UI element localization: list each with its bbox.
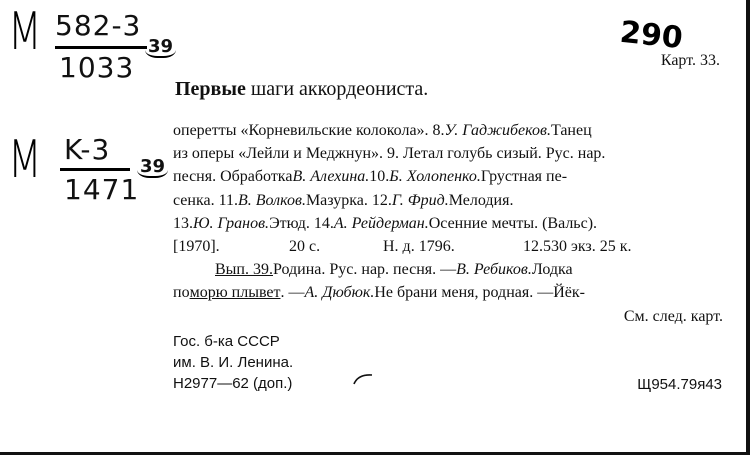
body-line bbox=[173, 212, 723, 235]
text-run: сенка. 11. bbox=[173, 191, 238, 209]
body-line bbox=[173, 281, 723, 304]
author-name: А. Дюбюк. bbox=[304, 284, 375, 302]
text-run: морю плывет bbox=[189, 284, 281, 302]
text-run: 10. bbox=[369, 168, 390, 186]
text-run: Лодка bbox=[531, 261, 573, 279]
title-rest: шаги аккордеониста. bbox=[245, 78, 429, 100]
text-run: Мелодия. bbox=[448, 191, 514, 209]
shelf-mark-fraction bbox=[64, 133, 140, 206]
body-line bbox=[173, 189, 723, 212]
library-line: Гос. б-ка СССР bbox=[173, 333, 280, 350]
pencil-mark-icon bbox=[352, 372, 374, 386]
circled-number: 39 bbox=[137, 158, 168, 178]
plate-number: Н. д. 1796. bbox=[383, 238, 455, 256]
body-line bbox=[173, 258, 723, 281]
author-name: У. Гаджибеков. bbox=[444, 122, 551, 139]
text-run: из оперы «Лейли и Меджнун». 9. Летал голубь сизый. Рус. нар. bbox=[173, 145, 606, 163]
handwritten-letter-m: M bbox=[8, 2, 42, 62]
text-run: оперетты «Корневильские колокола». 8. bbox=[173, 122, 445, 139]
text-run: Родина. Рус. нар. песня. — bbox=[272, 261, 457, 279]
author-name: В. Алехина. bbox=[292, 168, 370, 186]
library-order-number: Н2977—62 (доп.) bbox=[173, 375, 293, 392]
shelf-mark-fraction bbox=[55, 9, 142, 84]
issue-number: Вып. 39. bbox=[215, 261, 273, 279]
fraction-bar bbox=[55, 46, 147, 49]
author-name: Б. Холопенко. bbox=[389, 168, 481, 186]
publication-year: [1970]. bbox=[173, 238, 220, 256]
card-body bbox=[173, 119, 723, 328]
author-name: Ю. Гранов. bbox=[193, 214, 270, 232]
body-line bbox=[173, 142, 723, 165]
library-stamp bbox=[173, 331, 293, 394]
handwritten-letter-m: M bbox=[8, 130, 42, 190]
author-name: В. Волков. bbox=[238, 191, 306, 209]
body-line bbox=[173, 305, 723, 328]
body-line bbox=[173, 165, 723, 188]
text-run: по bbox=[173, 284, 190, 302]
author-name: В. Ребиков. bbox=[456, 261, 532, 279]
shelf-mark-denominator: 1033 bbox=[59, 51, 135, 84]
author-name: Г. Фрид. bbox=[391, 191, 449, 209]
text-run: 13. bbox=[173, 214, 193, 232]
body-line bbox=[173, 119, 723, 142]
shelf-mark-denominator: 1471 bbox=[64, 173, 140, 206]
text-run: Мазурка. 12. bbox=[305, 191, 392, 209]
text-run: Этюд. 14. bbox=[269, 214, 334, 232]
print-run-and-price: 12.530 экз. 25 к. bbox=[523, 238, 632, 256]
card-title bbox=[175, 78, 428, 101]
page-count: 20 с. bbox=[289, 238, 321, 256]
library-line: им. В. И. Ленина. bbox=[173, 354, 294, 371]
text-run: . — bbox=[280, 284, 305, 302]
text-run: Не брани меня, родная. —Йёк- bbox=[374, 284, 585, 302]
fraction-bar bbox=[60, 168, 130, 171]
see-next-card: См. след. карт. bbox=[623, 307, 723, 325]
catalog-number: Щ954.79я43 bbox=[637, 376, 722, 393]
shelf-mark-numerator: 582-3 bbox=[55, 9, 142, 42]
text-run: Осенние мечты. (Вальс). bbox=[428, 214, 598, 232]
text-run: песня. Обработка bbox=[173, 168, 293, 186]
circled-number: 39 bbox=[145, 38, 176, 58]
author-name: А. Рейдерман. bbox=[333, 214, 429, 232]
text-run: Грустная пе- bbox=[480, 168, 568, 186]
publication-line bbox=[173, 235, 723, 258]
title-bold-word: Первые bbox=[175, 78, 246, 100]
shelf-mark-numerator: K-3 bbox=[64, 133, 111, 166]
card-right-edge bbox=[746, 0, 750, 455]
handwritten-page-number: 290 bbox=[618, 14, 685, 57]
card-number: Карт. 33. bbox=[660, 52, 720, 69]
text-run: Танец bbox=[550, 122, 592, 139]
